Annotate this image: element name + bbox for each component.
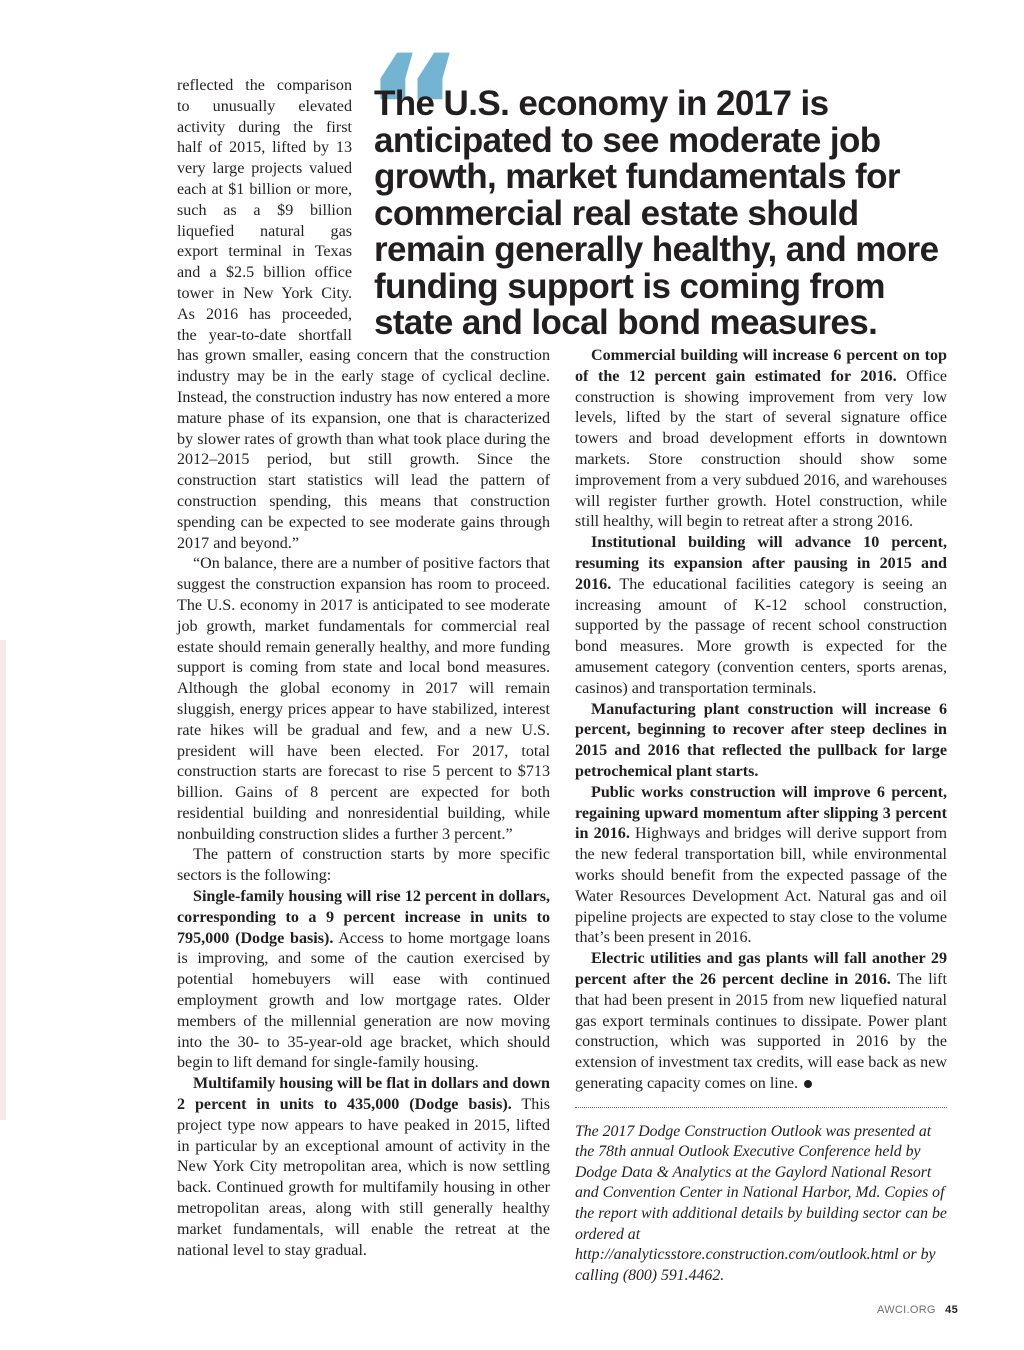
left-column [177,76,550,1261]
institutional-body: The educational facilities category is seeing an increasing amount of K-12 school construction, supported by the passage of recent school construction bond measures. More growth is expected for the amusement category (convention centers, sports arenas, casinos) and transportation terminals. [575,575,947,697]
pull-quote-text: The U.S. economy in 2017 is anticipated to see moderate job growth, market fundamentals for commercial real estate should remain generally healthy, and more funding support is coming from state and local bond measures. [374,84,939,342]
right-column [575,346,947,1286]
single-family-lead: Single-family housing will rise 12 percent in dollars, corresponding to a 9 percent increase in units to 795,000 (Dodge basis). [177,888,550,947]
single-family-body: Access to home mortgage loans is improving, and some of the caution exercised by potential homebuyers will ease with continued employment growth and low mortgage rates. Older members of the millennial generation are now moving into the 30- to 35-year-old age bracket, which should begin to lift demand for single-family housing. [177,929,550,1072]
left-edge-bar [0,640,6,1120]
pull-quote-spacer [352,76,550,345]
right-paragraph-3 [575,700,947,783]
manufacturing-lead: Manufacturing plant construction will increase 6 percent, beginning to recover after steep declines in 2015 and 2016 that reflected the pullback for large petrochemical plant starts. [575,700,947,780]
right-paragraph-4 [575,783,947,949]
page-number: 45 [945,1304,958,1316]
right-paragraph-5 [575,949,947,1095]
commercial-lead: Commercial building will increase 6 percent on top of the 12 percent gain estimated for 2016. [575,347,947,385]
right-paragraph-1 [575,346,947,533]
right-paragraph-2 [575,533,947,699]
outlook-note: The 2017 Dodge Construction Outlook was presented at the 78th annual Outlook Executive Conference held by Dodge Data & Analytics at the Gaylord National Resort and Convention Center in National Harbor, Md. Copies of the report with additional details by building sector can be ordered at http://analyticsstore.construction.com/outlook.html or by calling (800) 591.4462. [575,1122,947,1284]
electric-utilities-lead: Electric utilities and gas plants will fall another 29 percent after the 26 percent decline in 2016. [575,950,947,988]
public-works-lead: Public works construction will improve 6 percent, regaining upward momentum after slipping 3 percent in 2016. [575,783,947,843]
left-paragraph-4 [177,887,550,1074]
page-footer [877,1304,958,1316]
left-paragraph-5 [177,1074,550,1261]
institutional-lead: Institutional building will advance 10 percent, resuming its expansion after pausing in 2015 and 2016. [575,534,947,593]
multifamily-body: This project type now appears to have peaked in 2015, lifted in particular by an exceptional amount of activity in the New York City metropolitan area, which is now settling back. Continued growth for multifamily housing in other metropolitan areas, along with still generally healthy market fundamentals, will enable the retreat at the national level to stay gradual. [177,1096,550,1259]
footer-site: AWCI.ORG [876,1304,936,1316]
left-paragraph-1: reflected the comparison to unusually elevated activity during the first half of 2015, lifted by 13 very large projects valued each at $1 billion or more, such as a $9 billion liquefied natural gas export terminal in Texas and a $2.5 billion office tower in New York City. As 2016 has proceeded, the year-to-date shortfall has grown smaller, easing concern that the construction industry may be in the early stage of cyclical decline. Instead, the construction industry has now entered a more mature phase of its expansion, one that is characterized by slower rates of growth than what took place during the 2012–2015 period, but still growth. Since the construction start statistics will lead the pattern of construction spending, this means that construction spending can be expected to see moderate gains through 2017 and beyond.” [177,77,550,552]
multifamily-lead: Multifamily housing will be flat in dollars and down 2 percent in units to 435,000 (Dodge basis). [177,1075,550,1114]
divider [575,1107,947,1108]
quote-mark-icon: “ [365,24,464,198]
left-paragraph-3: The pattern of construction starts by more specific sectors is the following: [177,846,550,885]
electric-utilities-body: The lift that had been present in 2015 from new liquefied natural gas export terminals continues to dissipate. Power plant construction, which was supported in 2016 by the extension of investment tax credits, will ease back as new generating capacity comes on line. [575,970,947,1092]
public-works-body: Highways and bridges will derive support from the new federal transportation bill, while environmental works should benefit from the expected passage of the Water Resources Development Act. Natural gas and oil pipeline projects are expected to stay close to the volume that’s been present in 2016. [575,825,947,947]
end-of-article-icon [804,1080,812,1088]
left-paragraph-2: “On balance, there are a number of positive factors that suggest the construction expansion has room to proceed. The U.S. economy in 2017 is anticipated to see moderate job growth, market fundamentals for commercial real estate should remain generally healthy, and more funding support is coming from state and local bond measures. Although the global economy in 2017 will remain sluggish, energy prices appear to have stabilized, interest rate hikes will be gradual and few, and a new U.S. president will have been elected. For 2017, total construction starts are forecast to rise 5 percent to $713 billion. Gains of 8 percent are expected for both residential building and nonresidential building, while nonbuilding construction slides a further 3 percent.” [177,555,550,843]
commercial-body: Office construction is showing improvement from very low levels, lifted by the start of several signature office towers and broad development efforts in downtown markets. Store construction should show some improvement from a very subdued 2016, and warehouses will register further growth. Hotel construction, while still healthy, will begin to retreat after a strong 2016. [575,367,947,531]
